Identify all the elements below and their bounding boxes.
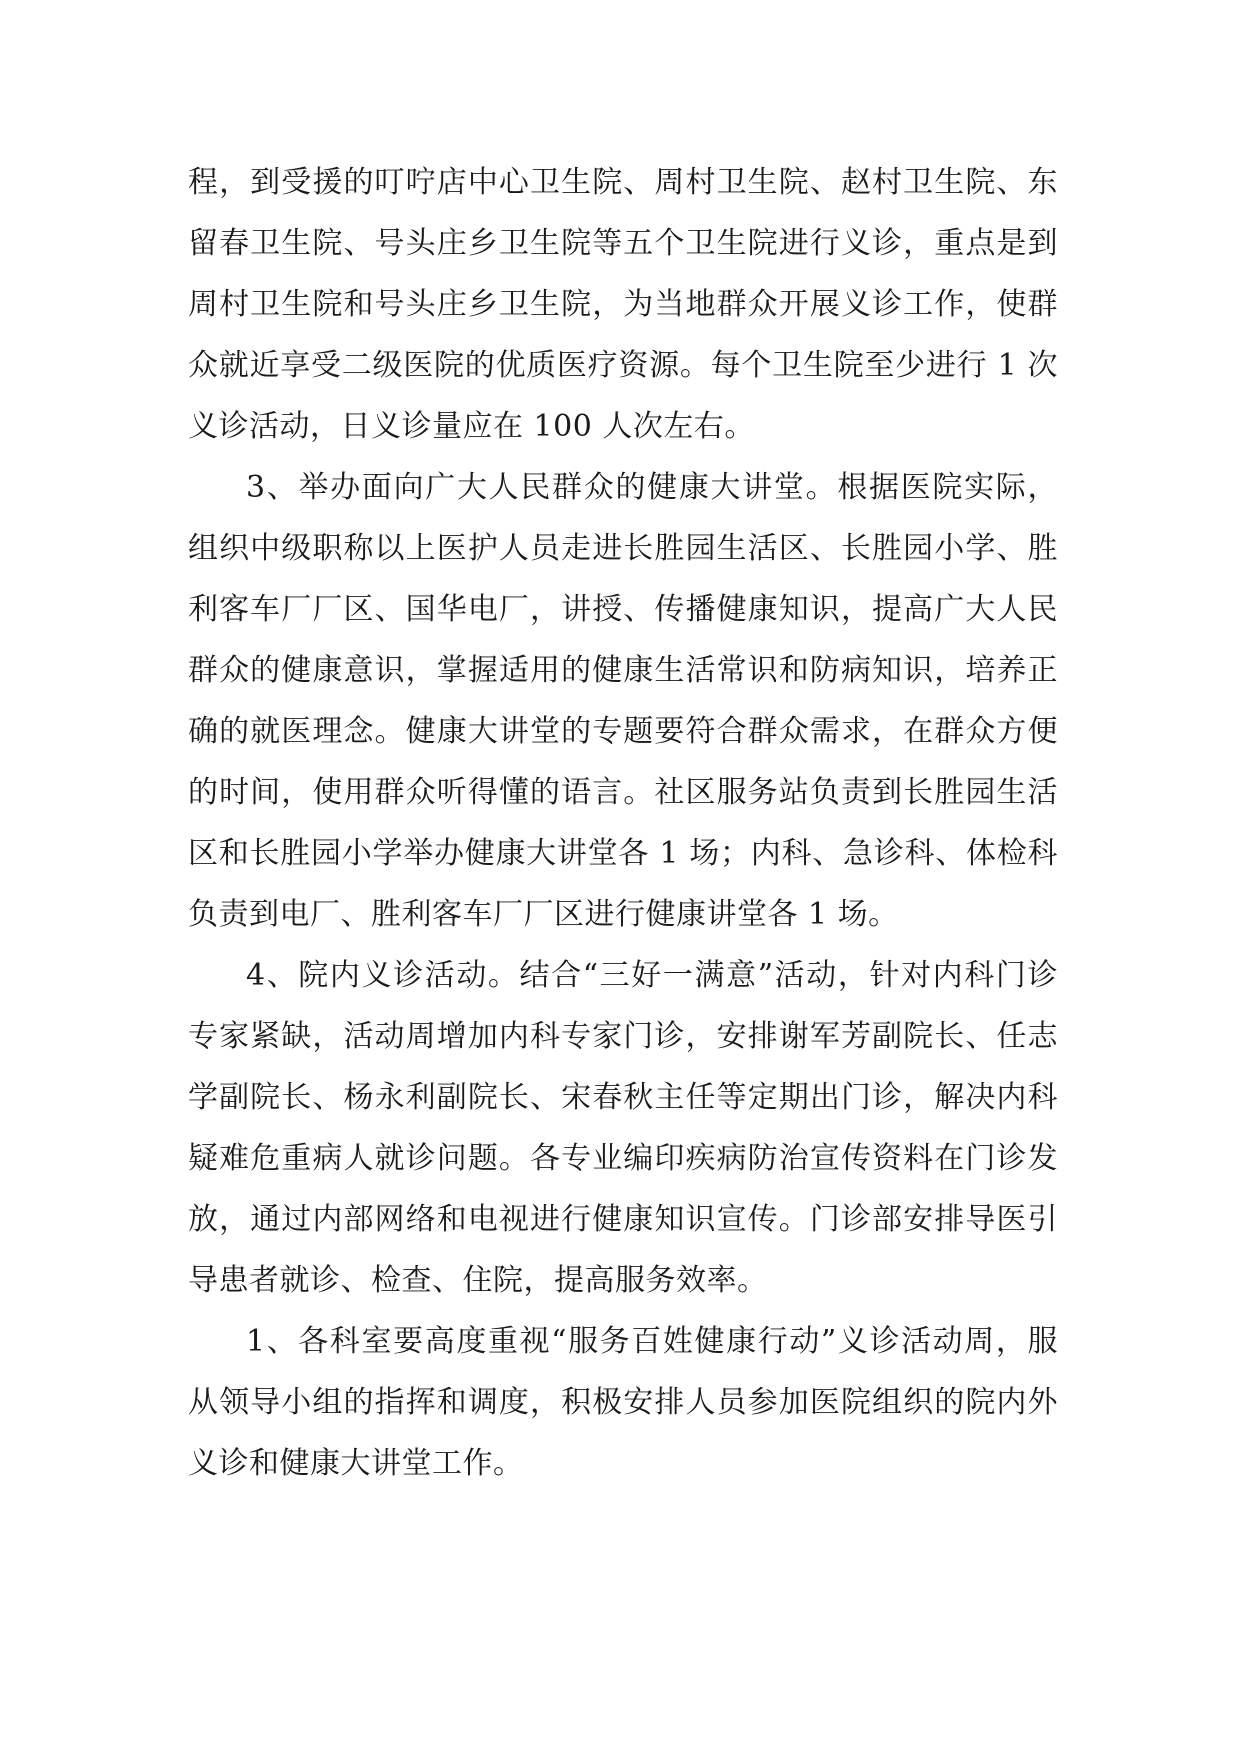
paragraph-health-lecture: 3、举办面向广大人民群众的健康大讲堂。根据医院实际，组织中级职称以上医护人员走进长胜园生活区、长胜园小学、胜利客车厂厂区、国华电厂，讲授、传播健康知识，提高广大人民群众的健康意识，掌握适用的健康生活常识和防病知识，培养正确的就医理念。健康大讲堂的专题要符合群众需求，在群众方便的时间，使用群众听得懂的语言。社区服务站负责到长胜园生活区和长胜园小学举办健康大讲堂各 1 场；内科、急诊科、体检科负责到电厂、胜利客车厂厂区进行健康讲堂各 1 场。: [188, 470, 1058, 932]
paragraph-continuation: 程，到受援的叮咛店中心卫生院、周村卫生院、赵村卫生院、东留春卫生院、号头庄乡卫生院等五个卫生院进行义诊，重点是到周村卫生院和号头庄乡卫生院，为当地群众开展义诊工作，使群众就近享受二级医院的优质医疗资源。每个卫生院至少进行 1 次义诊活动，日义诊量应在 100 人次左右。: [188, 165, 1058, 444]
paragraph-in-hospital-clinic: 4、院内义诊活动。结合“三好一满意”活动，针对内科门诊专家紧缺，活动周增加内科专家门诊，安排谢军芳副院长、任志学副院长、杨永利副院长、宋春秋主任等定期出门诊，解决内科疑难危重病人就诊问题。各专业编印疾病防治宣传资料在门诊发放，通过内部网络和电视进行健康知识宣传。门诊部安排导医引导患者就诊、检查、住院，提高服务效率。: [188, 958, 1058, 1298]
paragraph-department-requirements: 1、各科室要高度重视“服务百姓健康行动”义诊活动周，服从领导小组的指挥和调度，积极安排人员参加医院组织的院内外义诊和健康大讲堂工作。: [188, 1324, 1058, 1481]
document-body: [188, 152, 1058, 1494]
